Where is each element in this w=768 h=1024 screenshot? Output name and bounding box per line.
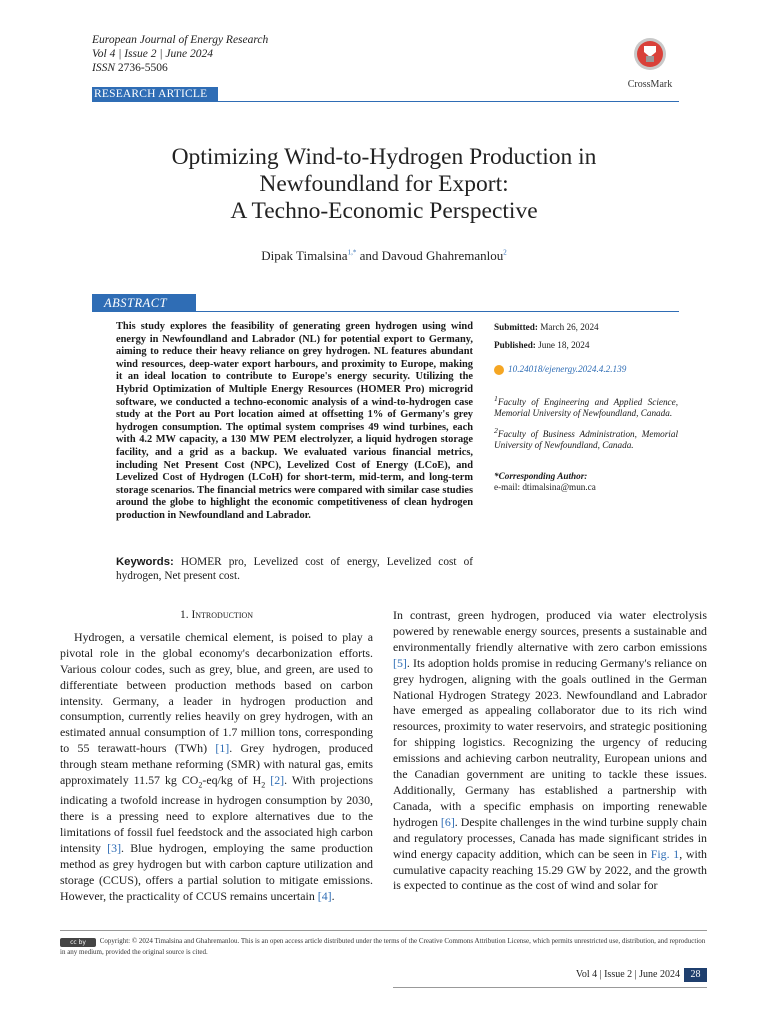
license-notice (60, 936, 707, 958)
title-line: Newfoundland for Export: (259, 171, 509, 197)
keywords-label: Keywords: (116, 556, 174, 568)
body-column-left (60, 608, 373, 905)
citation-link[interactable]: [5] (393, 655, 407, 670)
authors (80, 248, 688, 264)
cc-by-icon[interactable]: cc by (60, 938, 96, 947)
doi-icon (494, 365, 504, 375)
citation-link[interactable]: [3] (107, 841, 122, 856)
article-type-tag: RESEARCH ARTICLE (92, 87, 218, 101)
journal-name: European Journal of Energy Research (92, 34, 269, 46)
header-rule (92, 101, 679, 102)
author-separator: and (356, 248, 382, 263)
citation-link[interactable]: [1] (215, 741, 230, 756)
affiliation-2: $^2$Faculty of Business Administration, Memorial University of Newfoundland, Canada. (494, 426, 678, 451)
doi-link[interactable] (494, 364, 678, 375)
crossmark-logo-icon (632, 36, 668, 72)
citation-link[interactable]: [2] (270, 773, 285, 788)
paragraph: In contrast, green hydrogen, produced via water electrolysis powered by renewable energy sources, presents a sustainable and environmentally friendly alternative with zero carbon emissions [5]. Its adoption holds promise in reducing Germany's reliance on grey hydrogen, aligning with the goals outlined in the German National Hydrogen Strategy 2023. Newfoundland and Labrador have emerged as appealing collaborator due to its rich wind resources, proximity to water reservoirs, and strategic positioning for shipping logistics. Recognizing the urgency of reducing emissions and achieving carbon neutrality, European unions and the Canadian government are uniting to tackle these issues. Additionally, Germany has established a partnership with Canada, with a specific emphasis on importing renewable hydrogen [6]. Despite challenges in the wind turbine supply chain and regulatory processes, Canada has made significant strides in wind energy capacity addition, which can be seen in Fig. 1, with cumulative capacity reaching 15.29 GW by 2022, and the growth is expected to continue as the cost of wind and solar for (393, 608, 707, 893)
author-affiliation-mark: 2 (503, 248, 507, 257)
page-number: 28 (684, 968, 707, 982)
journal-issue: Vol 4 | Issue 2 | June 2024 (92, 48, 213, 60)
footer-rule (60, 930, 707, 931)
corresponding-author-label: *Corresponding Author: (494, 471, 588, 481)
paragraph: Hydrogen, a versatile chemical element, is poised to play a pivotal role in the global economy's decarbonization efforts. Various colour codes, such as grey, blue, and green, are used to differentiate between production methods based on carbon intensity. Germany, a leader in hydrogen production and consumption, currently relies heavily on grey hydrogen, with an estimated annual consumption of 1.7 million tons, corresponding to 55 terawatt-hours (TWh) [1]. Grey hydrogen, produced through steam methane reforming (SMR) with natural gas, emits approximately 11.57 kg $CO_2-eq/kg$ of $H_2$ [2]. With projections indicating a twofold increase in hydrogen consumption by 2030, there is a pressing need to explore alternatives due to the limitations of fossil fuel feedstock and the associated high carbon intensity [3]. Blue hydrogen, employing the same production method as grey hydrogen but with carbon capture utilization and storage (CCUS), offers a partial solution to mitigate emissions. However, the practicality of CCUS remains uncertain [4]. (60, 629, 373, 903)
keywords-list: HOMER pro, Levelized cost of energy, Levelized cost of hydrogen, Net present cost. (116, 556, 473, 582)
author-name: Dipak Timalsina (261, 248, 348, 263)
journal-header (92, 33, 268, 75)
title-line: A Techno-Economic Perspective (230, 198, 538, 224)
title-line: Optimizing Wind-to-Hydrogen Production in (171, 144, 597, 170)
abstract-label: ABSTRACT (92, 294, 196, 312)
keywords (116, 555, 473, 583)
citation-link[interactable]: [6] (440, 814, 455, 829)
citation-link[interactable]: [4] (317, 888, 332, 903)
abstract-text: This study explores the feasibility of generating green hydrogen using wind energy in Newfoundland and Labrador (NL) for potential export to Germany, aiming to reduce their heavy reliance on grey hydrogen. NL features abundant wind resources, deep-water export harbours, and proximity to Europe, making it an ideal location to contribute to Europe's energy security. Utilizing the Hybrid Optimization of Multiple Energy Resources (HOMER Pro) microgrid software, we conducted a techno-economic analysis of a wind-to-hydrogen case study at the Port au Port location aimed at offsetting 1% of Germany's grey hydrogen consumption. The optimal system comprises 49 wind turbines, each with 4.2 MW capacity, a 130 MW PEM electrolyzer, a liquid hydrogen storage facility, and a grid as a backup. We evaluated various financial metrics, including Net Present Cost (NPC), Levelized Cost of Energy (LCoE), and Levelized Cost of Hydrogen (LCoH) for short-term, mid-term, and long-term storage scenarios. The financial metrics were compared with similar case studies around the globe to highlight the economic competitiveness of clean hydrogen production in Newfoundland and Labrador. (116, 321, 473, 521)
doi-text[interactable]: 10.24018/ejenergy.2024.4.2.139 (508, 364, 627, 374)
footer-issue-info: Vol 4 | Issue 2 | June 2024 (575, 969, 680, 980)
license-text: Copyright: © 2024 Timalsina and Ghahremanlou. This is an open access article distributed under the terms of the Creative Commons Attribution License, which permits unrestricted use, distribution, and reproduction in any medium, provided the original source is cited. (60, 937, 706, 956)
crossmark-label: CrossMark (627, 79, 673, 90)
article-title (80, 144, 688, 225)
body-column-right (393, 608, 707, 894)
submitted-date: Submitted: March 26, 2024 (494, 322, 599, 332)
affiliation-1: $^1$Faculty of Engineering and Applied Science, Memorial University of Newfoundland, Canada. (494, 394, 678, 419)
author-affiliation-mark: 1,* (347, 248, 357, 257)
author-name: Davoud Ghahremanlou (381, 248, 504, 263)
figure-link[interactable]: Fig. 1 (650, 846, 680, 861)
published-date: Published: June 18, 2024 (494, 340, 590, 350)
crossmark-badge[interactable] (624, 36, 676, 90)
footer-rule-bottom (393, 987, 707, 988)
section-heading: 1. Introduction (179, 609, 254, 621)
corresponding-email[interactable]: e-mail: dtimalsina@mun.ca (494, 482, 596, 492)
journal-issn: ISSN 2736-5506 (92, 62, 168, 74)
